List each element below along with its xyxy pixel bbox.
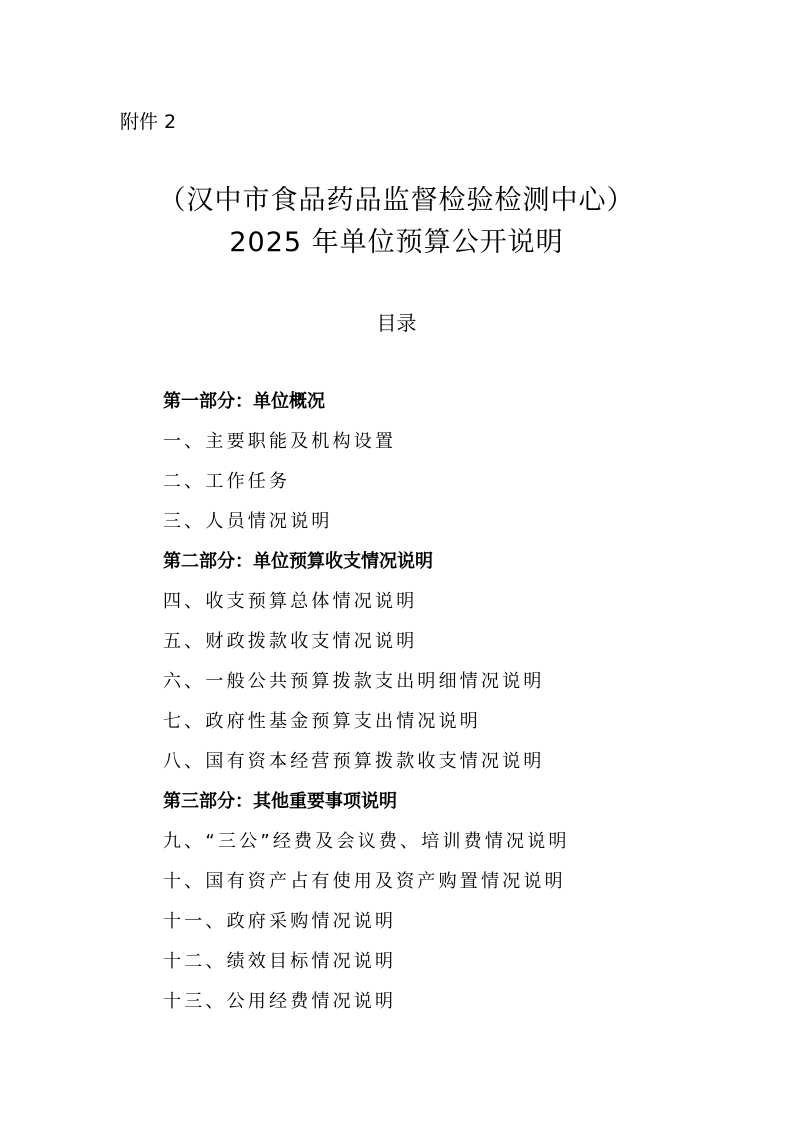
toc-item: 三、人员情况说明 (163, 511, 333, 532)
toc-item: 八、国有资本经营预算拨款收支情况说明 (163, 751, 545, 772)
title-line-2: 2025 年单位预算公开说明 (229, 227, 564, 258)
toc-item: 十一、政府采购情况说明 (163, 911, 397, 932)
toc-item: 九、“三公”经费及会议费、培训费情况说明 (163, 831, 570, 852)
toc-heading: 目录 (376, 311, 417, 335)
toc-part-heading: 第二部分：单位预算收支情况说明 (163, 551, 433, 572)
toc-item: 六、一般公共预算拨款支出明细情况说明 (163, 671, 545, 692)
toc-item: 十、国有资产占有使用及资产购置情况说明 (163, 871, 566, 892)
attachment-label: 附件 2 (120, 111, 177, 133)
toc-item: 一、主要职能及机构设置 (163, 431, 397, 452)
title-line-1: （汉中市食品药品监督检验检测中心） (158, 185, 635, 216)
toc-item: 十二、绩效目标情况说明 (163, 951, 397, 972)
toc-item: 四、收支预算总体情况说明 (163, 591, 418, 612)
toc-part-heading: 第一部分：单位概况 (163, 391, 325, 412)
toc-item: 七、政府性基金预算支出情况说明 (163, 711, 481, 732)
toc-part-heading: 第三部分：其他重要事项说明 (163, 791, 397, 812)
toc-item: 五、财政拨款收支情况说明 (163, 631, 418, 652)
toc-item: 十三、公用经费情况说明 (163, 991, 397, 1012)
toc-item: 二、工作任务 (163, 471, 291, 492)
document-title (0, 180, 793, 264)
table-of-contents (163, 386, 763, 1026)
